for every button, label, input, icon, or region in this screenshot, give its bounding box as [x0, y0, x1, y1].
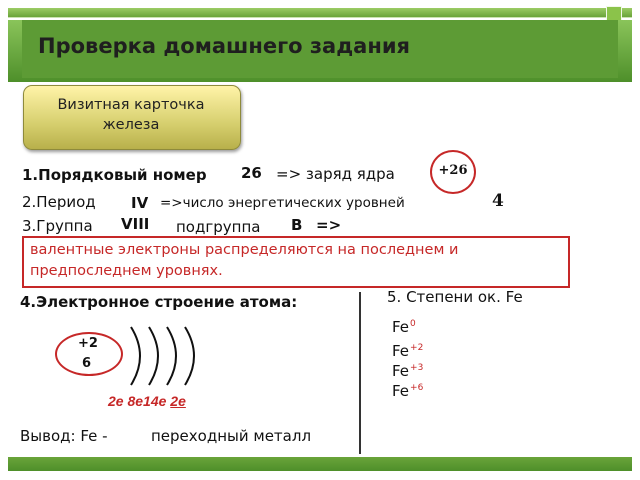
period-label: 2.Период	[22, 193, 96, 211]
oxidation-state-3-sup: +6	[410, 383, 424, 393]
corner-square	[606, 6, 622, 21]
oxidation-state-1: $Fe^{+2}$	[392, 342, 424, 360]
oxidation-state-0-sup: 0	[410, 319, 416, 329]
shell-arc-2	[149, 327, 158, 385]
electron-distribution	[108, 393, 186, 409]
nucleus-charge-bottom: 6	[82, 356, 92, 371]
oxidation-state-0: Fe$^0$	[392, 318, 416, 336]
electron-structure-label: 4.Электронное строение атома:	[20, 293, 298, 311]
shell-arc-4	[185, 327, 194, 385]
oxidation-states-label: 5. Степени ок. Fe	[387, 288, 523, 306]
oxidation-state-3: $Fe^{+6}$	[392, 382, 424, 400]
shell-arc-3	[167, 327, 176, 385]
card-line-2: железа	[102, 117, 160, 133]
subgroup-value: В	[291, 216, 303, 234]
distribution-part-1: 2е 8е14е	[108, 393, 171, 409]
period-value: IV	[131, 194, 149, 212]
nuclear-charge-text: => заряд ядра	[276, 165, 395, 183]
conclusion-value: переходный металл	[151, 427, 312, 445]
energy-levels-count: 4	[492, 191, 504, 211]
shell-arc-1	[131, 327, 140, 385]
business-card-text	[23, 95, 239, 135]
valence-text	[30, 240, 564, 282]
nuclear-charge-value: +26	[438, 163, 468, 178]
bottom-strip	[8, 457, 632, 471]
conclusion-label: Вывод: Fe -	[20, 427, 108, 445]
atomic-number-label: 1.Порядковый номер	[22, 166, 207, 184]
oxidation-state-2-sup: +3	[410, 363, 424, 373]
valence-line-2: предпоследнем уровнях.	[30, 263, 223, 279]
slide-title: Проверка домашнего задания	[38, 34, 411, 58]
top-strip	[8, 8, 632, 18]
oxidation-state-2: $Fe^{+3}$	[392, 362, 424, 380]
atomic-number-value: 26	[241, 164, 262, 182]
subgroup-label: подгруппа	[176, 218, 261, 236]
electron-shells	[125, 323, 215, 389]
subgroup-arrow: =>	[316, 216, 342, 234]
vertical-divider	[359, 292, 361, 454]
nucleus-charge-top: +2	[78, 336, 98, 351]
group-label: 3.Группа	[22, 217, 93, 235]
valence-line-1: валентные электроны распределяются на последнем и	[30, 242, 459, 258]
group-value: VIII	[121, 215, 150, 233]
card-line-1: Визитная карточка	[57, 97, 205, 113]
distribution-part-2: 2е	[170, 393, 186, 409]
oxidation-state-1-sup: +2	[410, 343, 424, 353]
energy-levels-text: =>число энергетических уровней	[160, 195, 405, 211]
